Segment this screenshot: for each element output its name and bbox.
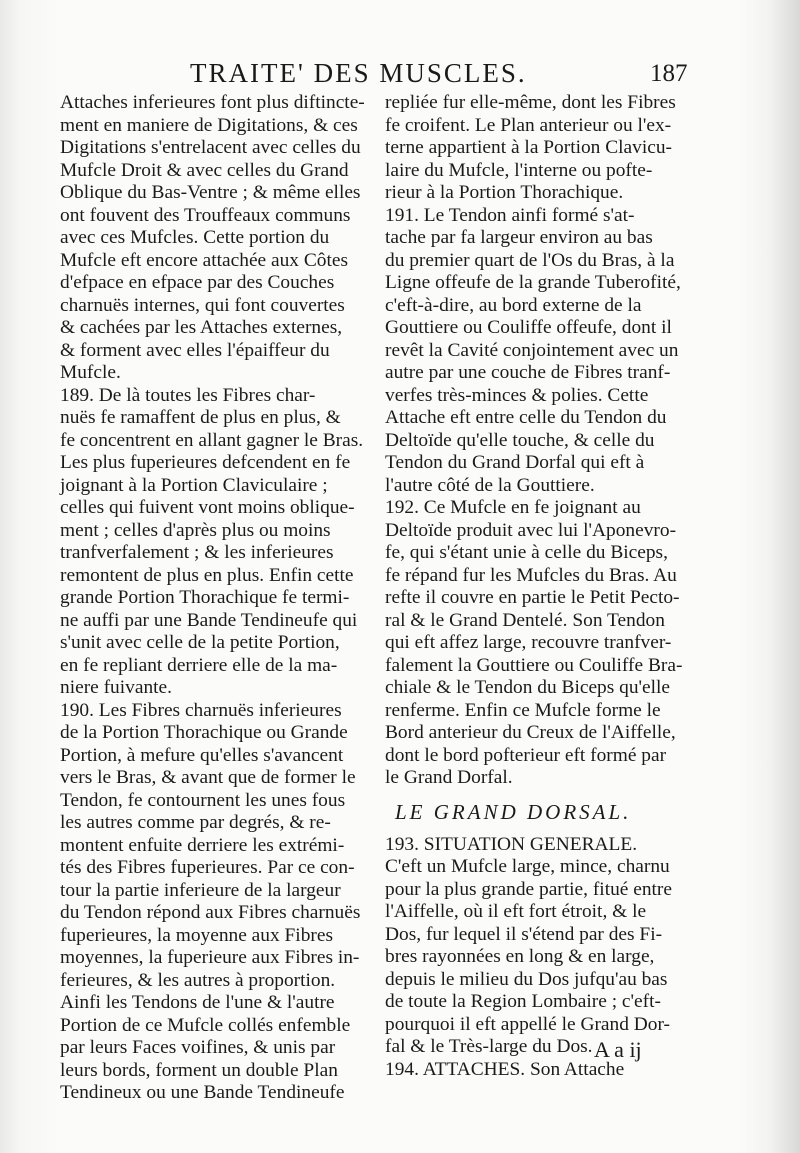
text-line: rieur à la Portion Thorachique.: [385, 182, 624, 203]
text-line: 194. ATTACHES. Son Attache: [385, 1058, 625, 1080]
text-line: fe concentrent en allant gagner le Bras.: [60, 429, 364, 451]
text-line: ferieures, & les autres à proportion.: [60, 969, 336, 991]
text-line: ral & le Grand Dentelé. Son Tendon: [385, 609, 665, 631]
right-text-column: [385, 92, 705, 1081]
text-line: charnuës internes, qui font couvertes: [60, 294, 345, 316]
text-line: Mufcle eft encore attachée aux Côtes: [60, 249, 349, 271]
text-line: Gouttiere ou Couliffe offeufe, dont il: [385, 317, 672, 338]
text-line: Tendineux ou une Bande Tendineufe: [60, 1082, 345, 1103]
text-line: nuës fe ramaffent de plus en plus, &: [60, 407, 341, 428]
text-line: en fe repliant derriere elle de la ma-: [60, 654, 338, 676]
text-line: remontent de plus en plus. Enfin cette: [60, 564, 354, 586]
page-number: 187: [650, 60, 688, 87]
text-line: chiale & le Tendon du Biceps qu'elle: [385, 677, 671, 698]
text-line: renferme. Enfin ce Mufcle forme le: [385, 699, 661, 721]
text-line: revêt la Cavité conjointement avec un: [385, 339, 679, 361]
text-line: niere fuivante.: [60, 677, 172, 698]
text-line: fe croifent. Le Plan anterieur ou l'ex-: [385, 114, 672, 136]
text-line: dont le bord pofterieur eft formé par: [385, 744, 667, 766]
text-line: fe, qui s'étant unie à celle du Biceps,: [385, 542, 668, 563]
text-line: fe répand fur les Mufcles du Bras. Au: [385, 564, 677, 586]
text-line: Tendon du Grand Dorfal qui eft à: [385, 452, 645, 473]
right-column-upper-text: [385, 92, 705, 790]
text-line: par leurs Faces voifines, & unis par: [60, 1037, 336, 1058]
text-line: repliée fur elle-même, dont les Fibres: [385, 92, 676, 113]
text-line: Portion, à mefure qu'elles s'avancent: [60, 744, 344, 766]
text-line: l'Aiffelle, où il eft fort étroit, & le: [385, 901, 647, 922]
text-line: falement la Gouttiere ou Couliffe Bra-: [385, 654, 683, 676]
text-line: Dos, fur lequel il s'étend par des Fi-: [385, 923, 663, 945]
text-line: qui eft affez large, recouvre tranfver-: [385, 632, 672, 653]
text-line: ont fouvent des Trouffeaux communs: [60, 204, 351, 226]
text-line: pourquoi il eft appellé le Grand Dor-: [385, 1013, 670, 1035]
text-line: de la Portion Thorachique ou Grande: [60, 722, 348, 743]
text-line: fal & le Très-large du Dos.: [385, 1036, 593, 1057]
text-line: moyennes, la fuperieure aux Fibres in-: [60, 947, 360, 968]
text-line: Bord anterieur du Creux de l'Aiffelle,: [385, 722, 676, 743]
text-line: Digitations s'entrelacent avec celles du: [60, 137, 361, 158]
text-line: Les plus fuperieures defcendent en fe: [60, 452, 351, 473]
text-line: verfes très-minces & polies. Cette: [385, 384, 649, 406]
text-line: l'autre côté de la Gouttiere.: [385, 474, 595, 496]
text-line: Deltoïde produit avec lui l'Aponevro-: [385, 519, 677, 541]
text-line: le Grand Dorfal.: [385, 767, 513, 788]
text-line: 192. Ce Mufcle en fe joignant au: [385, 497, 641, 518]
right-column-lower-text: [385, 834, 705, 1082]
text-line: de toute la Region Lombaire ; c'eft-: [385, 991, 661, 1012]
text-line: montent enfuite derriere les extrémi-: [60, 834, 345, 856]
text-line: 190. Les Fibres charnuës inferieures: [60, 699, 342, 721]
text-line: tache par fa largeur environ au bas: [385, 227, 653, 248]
text-line: Oblique du Bas-Ventre ; & même elles: [60, 182, 361, 203]
text-line: s'unit avec celle de la petite Portion,: [60, 632, 340, 653]
text-line: c'eft-à-dire, au bord externe de la: [385, 294, 642, 316]
text-line: C'eft un Mufcle large, mince, charnu: [385, 856, 670, 877]
text-line: Attache eft entre celle du Tendon du: [385, 407, 667, 428]
text-line: 191. Le Tendon ainfi formé s'at-: [385, 204, 635, 226]
text-line: Mufcle.: [60, 362, 121, 383]
text-line: d'efpace en efpace par des Couches: [60, 272, 335, 293]
text-line: tés des Fibres fuperieures. Par ce con-: [60, 857, 355, 878]
running-title: TRAITE' DES MUSCLES.: [190, 58, 527, 88]
text-line: avec ces Mufcles. Cette portion du: [60, 227, 330, 248]
text-line: tour la partie inferieure de la largeur: [60, 879, 341, 901]
text-line: fuperieures, la moyenne aux Fibres: [60, 924, 333, 946]
text-line: ment ; celles d'après plus ou moins: [60, 519, 331, 541]
text-line: ne auffi par une Bande Tendineufe qui: [60, 609, 358, 631]
text-line: tranfverfalement ; & les inferieures: [60, 542, 334, 563]
text-line: 189. De là toutes les Fibres char-: [60, 384, 316, 406]
text-line: Tendon, fe contournent les unes fous: [60, 789, 346, 811]
text-line: laire du Mufcle, l'interne ou pofte-: [385, 159, 653, 181]
text-line: vers le Bras, & avant que de former le: [60, 767, 356, 788]
text-line: du premier quart de l'Os du Bras, à la: [385, 249, 675, 271]
text-line: Portion de ce Mufcle collés enfemble: [60, 1014, 351, 1036]
section-heading: LE GRAND DORSAL.: [395, 799, 632, 824]
text-line: Deltoïde qu'elle touche, & celle du: [385, 429, 655, 451]
text-line: Ainfi les Tendons de l'une & l'autre: [60, 992, 335, 1013]
text-line: refte il couvre en partie le Petit Pecto-: [385, 587, 680, 608]
text-line: Attaches inferieures font plus diftincte-: [60, 92, 365, 113]
left-text-column: [60, 92, 370, 1105]
text-line: & cachées par les Attaches externes,: [60, 317, 343, 338]
text-line: 193. SITUATION GENERALE.: [385, 833, 638, 855]
text-line: du Tendon répond aux Fibres charnuës: [60, 902, 361, 923]
text-line: depuis le milieu du Dos jufqu'au bas: [385, 968, 668, 990]
text-line: autre par une couche de Fibres tranf-: [385, 362, 671, 383]
text-line: les autres comme par degrés, & re-: [60, 812, 331, 833]
text-line: Ligne offeufe de la grande Tuberofité,: [385, 272, 681, 293]
text-line: ment en maniere de Digitations, & ces: [60, 114, 358, 136]
text-line: & forment avec elles l'épaiffeur du: [60, 339, 330, 361]
text-line: bres rayonnées en long & en large,: [385, 946, 655, 967]
text-line: terne appartient à la Portion Clavicu-: [385, 137, 672, 158]
signature-mark: A a ij: [594, 1037, 642, 1062]
text-line: leurs bords, forment un double Plan: [60, 1059, 338, 1081]
text-line: celles qui fuivent vont moins oblique-: [60, 497, 355, 518]
text-line: joignant à la Portion Claviculaire ;: [60, 474, 328, 496]
text-line: Mufcle Droit & avec celles du Grand: [60, 159, 349, 181]
text-line: pour la plus grande partie, fitué entre: [385, 878, 672, 900]
text-line: grande Portion Thorachique fe termi-: [60, 587, 350, 608]
